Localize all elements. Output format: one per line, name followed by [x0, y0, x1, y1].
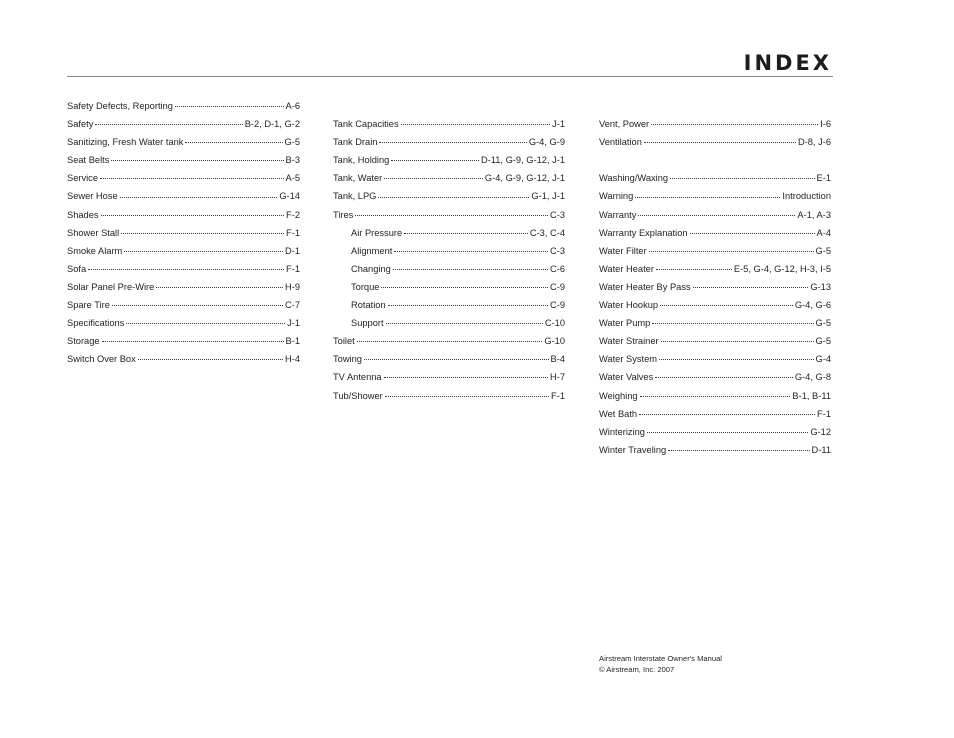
index-page-ref: H-9	[285, 281, 300, 292]
index-page-ref: G-5	[815, 336, 831, 347]
index-term: Shower Stall	[67, 227, 120, 238]
index-term: Winterizing	[599, 426, 645, 437]
index-term: Smoke Alarm	[67, 245, 123, 256]
index-entry	[333, 169, 565, 187]
index-term: Sanitizing, Fresh Water tank	[67, 137, 184, 148]
index-entry	[67, 133, 300, 151]
index-page-ref: G-4, G-9, G-12, J-1	[484, 173, 565, 184]
index-term: Specifications	[67, 318, 125, 329]
index-term: Weighing	[599, 390, 638, 401]
index-page-ref: B-4	[550, 354, 565, 365]
index-page-ref: G-1, J-1	[531, 191, 565, 202]
index-entry	[67, 296, 300, 314]
index-term: Wet Bath	[599, 408, 638, 419]
index-term: Towing	[333, 354, 362, 365]
index-term: Air Pressure	[351, 227, 403, 238]
index-entry	[333, 151, 565, 169]
index-entry	[67, 224, 300, 242]
index-page-ref: G-5	[815, 245, 831, 256]
index-entry	[333, 206, 565, 224]
index-entry	[599, 187, 831, 205]
dot-leader	[670, 178, 814, 179]
index-entry	[67, 206, 300, 224]
dot-leader	[693, 287, 809, 288]
index-entry	[599, 296, 831, 314]
index-term: Safety Defects, Reporting	[67, 101, 173, 111]
footer	[599, 654, 722, 675]
footer-manual-title: Airstream Interstate Owner's Manual	[599, 654, 722, 663]
index-term: Winter Traveling	[599, 444, 667, 455]
index-page-ref: C-3, C-4	[529, 227, 565, 238]
dot-leader	[661, 341, 814, 342]
index-subentry	[333, 242, 565, 260]
index-page-ref: D-1	[285, 245, 300, 256]
index-entry	[599, 423, 831, 441]
index-term: Tires	[333, 209, 354, 220]
index-term: Torque	[351, 281, 380, 292]
index-page-ref: G-4	[815, 354, 831, 365]
index-entry	[599, 169, 831, 187]
index-page-ref: G-4, G-9	[528, 137, 565, 148]
index-page-ref: G-4, G-6	[794, 300, 831, 311]
index-entry	[599, 260, 831, 278]
index-term: Rotation	[351, 300, 386, 311]
index-entry	[67, 350, 300, 368]
index-page-ref: F-1	[817, 408, 831, 419]
index-page-ref: A-4	[816, 227, 831, 238]
index-page-ref: C-9	[550, 281, 565, 292]
dot-leader	[384, 178, 483, 179]
index-page-ref: Introduction	[782, 191, 831, 202]
index-term: Water System	[599, 354, 658, 365]
index-entry	[67, 242, 300, 260]
dot-leader	[156, 287, 283, 288]
index-page-ref: H-4	[285, 354, 300, 365]
index-term: Tank, Holding	[333, 155, 390, 166]
dot-leader	[651, 124, 818, 125]
dot-leader	[401, 124, 550, 125]
index-term: Safety	[67, 119, 94, 130]
index-entry	[599, 242, 831, 260]
index-entry	[67, 97, 300, 115]
index-page-ref: E-5, G-4, G-12, H-3, I-5	[733, 263, 831, 274]
index-entry	[67, 314, 300, 332]
index-entry	[599, 405, 831, 423]
dot-leader	[690, 233, 815, 234]
index-term: Vent, Power	[599, 119, 650, 130]
index-term: Seat Belts	[67, 155, 110, 166]
dot-leader	[656, 269, 732, 270]
index-entry	[67, 151, 300, 169]
index-term: Water Hookup	[599, 300, 659, 311]
dot-leader	[357, 341, 543, 342]
index-entry	[333, 387, 565, 405]
dot-leader	[640, 396, 791, 397]
index-page-ref: G-10	[544, 336, 565, 347]
dot-leader	[659, 359, 813, 360]
index-subentry	[333, 278, 565, 296]
dot-leader	[384, 377, 548, 378]
index-entry	[67, 115, 300, 133]
index-subentry	[333, 314, 565, 332]
index-page-ref: G-5	[284, 137, 300, 148]
index-page-ref: I-6	[820, 119, 831, 130]
index-page-ref: G-13	[810, 281, 831, 292]
index-subentry	[333, 224, 565, 242]
index-term: Sewer Hose	[67, 191, 118, 202]
footer-copyright: © Airstream, Inc. 2007	[599, 664, 675, 674]
dot-leader	[138, 359, 283, 360]
index-term: Alignment	[351, 245, 393, 256]
index-term: Ventilation	[599, 137, 642, 148]
dot-leader	[385, 396, 549, 397]
dot-leader	[88, 269, 284, 270]
dot-leader	[355, 215, 548, 216]
index-entry	[333, 187, 565, 205]
dot-leader	[391, 160, 479, 161]
dot-leader	[112, 305, 283, 306]
index-page-ref: E-1	[816, 173, 831, 184]
dot-leader	[121, 233, 284, 234]
index-page-ref: C-3	[550, 245, 565, 256]
dot-leader	[120, 197, 278, 198]
index-entry	[599, 441, 831, 459]
dot-leader	[635, 197, 780, 198]
dot-leader	[652, 323, 813, 324]
index-term: Support	[351, 318, 384, 329]
dot-leader	[378, 197, 529, 198]
index-column-s	[67, 97, 300, 368]
index-page-ref: C-3	[550, 209, 565, 220]
index-page-ref: A-5	[285, 173, 300, 184]
dot-leader	[175, 106, 284, 107]
dot-leader	[102, 341, 284, 342]
title-divider	[67, 76, 833, 77]
index-entry	[599, 332, 831, 350]
index-entry	[599, 278, 831, 296]
index-page-ref: A-1, A-3	[797, 209, 831, 220]
index-term: Tub/Shower	[333, 390, 383, 401]
index-page-ref: A-6	[285, 101, 300, 111]
index-term: Water Heater By Pass	[599, 281, 691, 292]
dot-leader	[379, 142, 526, 143]
index-page-ref: H-7	[550, 372, 565, 383]
page-title: INDEX	[743, 51, 832, 75]
index-term: TV Antenna	[333, 372, 382, 383]
index-term: Water Heater	[599, 263, 654, 274]
dot-leader	[668, 450, 809, 451]
index-column-t	[333, 97, 565, 405]
index-page-ref: J-1	[287, 318, 300, 329]
index-page-ref: C-7	[285, 300, 300, 311]
index-term: Storage	[67, 336, 100, 347]
index-subentry	[333, 296, 565, 314]
index-term: Service	[67, 173, 99, 184]
index-entry	[599, 314, 831, 332]
index-page-ref: G-14	[279, 191, 300, 202]
index-entry	[67, 169, 300, 187]
index-term: Water Strainer	[599, 336, 659, 347]
index-page-ref: C-10	[544, 318, 565, 329]
index-page-ref: D-8, J-6	[797, 137, 831, 148]
index-page-ref: J-1	[552, 119, 565, 130]
index-page-ref: C-6	[550, 263, 565, 274]
index-term: Spare Tire	[67, 300, 110, 311]
index-entry	[599, 133, 831, 151]
index-term: Water Filter	[599, 245, 647, 256]
index-term: Tank Drain	[333, 137, 378, 148]
dot-leader	[124, 251, 283, 252]
dot-leader	[388, 305, 548, 306]
index-page-ref: G-12	[810, 426, 831, 437]
dot-leader	[381, 287, 548, 288]
index-term: Washing/Waxing	[599, 173, 669, 184]
index-column-vw	[599, 97, 831, 459]
index-entry	[333, 350, 565, 368]
index-term: Warranty	[599, 209, 637, 220]
index-page-ref: C-9	[550, 300, 565, 311]
index-term: Tank Capacities	[333, 119, 399, 130]
dot-leader	[95, 124, 242, 125]
index-entry	[599, 206, 831, 224]
index-page-ref: F-2	[286, 209, 300, 220]
index-term: Changing	[351, 263, 391, 274]
dot-leader	[100, 178, 284, 179]
dot-leader	[644, 142, 796, 143]
dot-leader	[126, 323, 285, 324]
dot-leader	[655, 377, 793, 378]
dot-leader	[185, 142, 282, 143]
index-entry	[599, 368, 831, 386]
dot-leader	[394, 251, 548, 252]
dot-leader	[111, 160, 283, 161]
dot-leader	[649, 251, 814, 252]
index-entry	[599, 115, 831, 133]
index-page-ref: D-11	[811, 444, 831, 455]
dot-leader	[639, 414, 815, 415]
index-term: Tank, LPG	[333, 191, 377, 202]
index-term: Shades	[67, 209, 99, 220]
index-page-ref: G-5	[815, 318, 831, 329]
index-page-ref: B-2, D-1, G-2	[244, 119, 300, 130]
index-entry	[67, 332, 300, 350]
index-entry	[333, 368, 565, 386]
index-entry	[67, 278, 300, 296]
dot-leader	[660, 305, 793, 306]
index-term: Tank, Water	[333, 173, 383, 184]
index-entry	[599, 224, 831, 242]
index-entry	[333, 115, 565, 133]
index-page-ref: F-1	[286, 263, 300, 274]
index-term: Switch Over Box	[67, 354, 136, 365]
index-page-ref: D-11, G-9, G-12, J-1	[480, 155, 565, 166]
index-term: Solar Panel Pre-Wire	[67, 281, 155, 292]
index-entry	[599, 350, 831, 368]
index-page-ref: F-1	[551, 390, 565, 401]
index-term: Warning	[599, 191, 634, 202]
index-page-ref: B-3	[285, 155, 300, 166]
index-page-ref: F-1	[286, 227, 300, 238]
index-entry	[599, 387, 831, 405]
dot-leader	[404, 233, 528, 234]
dot-leader	[393, 269, 548, 270]
index-subentry	[333, 260, 565, 278]
index-entry	[333, 133, 565, 151]
index-term: Water Pump	[599, 318, 651, 329]
dot-leader	[364, 359, 549, 360]
index-term: Warranty Explanation	[599, 227, 688, 238]
dot-leader	[638, 215, 795, 216]
index-term: Sofa	[67, 263, 87, 274]
index-entry	[67, 187, 300, 205]
dot-leader	[101, 215, 285, 216]
dot-leader	[386, 323, 543, 324]
index-entry	[333, 332, 565, 350]
index-page-ref: B-1, B-11	[792, 390, 831, 401]
index-term: Water Valves	[599, 372, 654, 383]
index-page-ref: B-1	[285, 336, 300, 347]
index-page-ref: G-4, G-8	[794, 372, 831, 383]
index-term: Toilet	[333, 336, 355, 347]
dot-leader	[647, 432, 808, 433]
index-entry	[67, 260, 300, 278]
